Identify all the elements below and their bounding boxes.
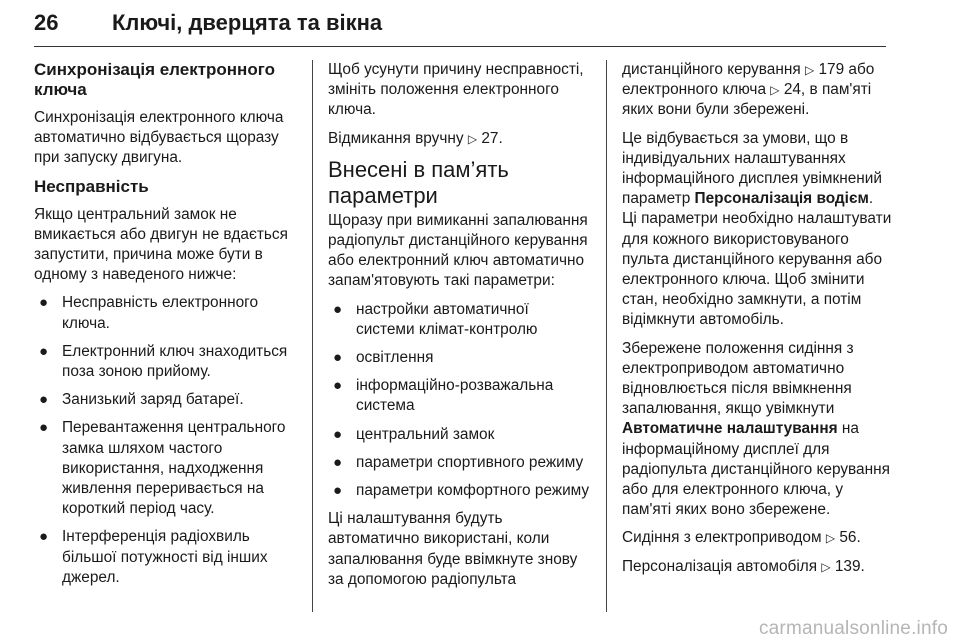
power-seat-link[interactable]: 56. [839,529,861,547]
list-item: ● параметри спортивного режиму [328,453,590,473]
seat-memory-paragraph: Збережене положення сидіння з електроприводом автоматично відновлюється після ввімкнення запалювання, якщо увімкнути Автоматичне налаштування на інформаційному дисплеї для радіопульта дистанційного керування або для електронного ключа, у пам'яті яких воно збережене. [622,339,890,519]
page-ref-icon: ▷ [821,559,831,574]
usage-text: Ці налаштування будуть автоматично використані, коли запалювання буде ввімкнуте знову за допомогою радіопульта [328,510,578,588]
list-item: ● параметри комфортного режиму [328,481,590,501]
page-ref-icon: ▷ [825,531,836,546]
sync-heading: Синхронізація електронного ключа [34,60,275,99]
bullet-icon: ● [333,349,343,367]
remote-paragraph: дистанційного керування ▷ 179 або електронного ключа ▷ 24, в пам'яті яких вони були збережені. [622,61,875,119]
fix-text: Щоб усунути причину несправності, змініть положення електронного ключа. [328,61,584,119]
page-header [34,4,886,48]
manual-unlock-link[interactable]: 27. [481,129,503,147]
vehicle-personalization-link[interactable]: 139. [834,557,865,575]
vehicle-personalization-ref: Персоналізація автомобіля ▷ 139. [622,557,865,575]
fault-heading: Несправність [34,176,149,196]
column-divider-1 [312,60,313,612]
column-3 [622,60,892,585]
personalization-paragraph: Це відбувається за умови, що в індивідуальних налаштуваннях інформаційного дисплея увімкнений параметр Персоналізація водієм. Ці параметри необхідно налаштувати для кожного використовуваного пульта дистанційного керування або електронного ключа. Щоб змінити стан, необхідно замкнути, а потім відімкнути автомобіль. [622,129,892,329]
column-1 [34,60,296,596]
electronic-key-link[interactable]: 24, в [783,81,818,99]
list-item: ● центральний замок [328,425,590,445]
page-ref-icon: ▷ [770,83,780,98]
list-item: ● інформаційно-розважальна система [333,377,554,415]
list-item: ● освітлення [328,348,590,368]
fault-list [34,293,296,588]
manual-unlock-ref: Відмикання вручну ▷ 27. [328,129,503,147]
page-number: 26 [34,10,59,35]
sync-text: Синхронізація електронного ключа автоматично відбувається щоразу при запуску двигуна. [34,109,284,167]
page-ref-icon: ▷ [467,131,478,146]
bullet-icon: ● [333,300,343,318]
memory-text: Щоразу при вимиканні запалювання радіопульт дистанційного керування або електронний ключ автоматично запам'ятовують такі параметри: [328,211,588,290]
list-item: ● Занизький заряд батареї. [34,390,296,410]
page-ref-icon: ▷ [804,63,815,77]
bullet-icon: ● [333,453,343,471]
bullet-icon: ● [333,482,343,500]
memory-list [328,300,590,502]
bullet-icon: ● [39,391,49,409]
page-title: Ключі, дверцята та вікна [112,10,383,35]
bullet-icon: ● [39,294,49,312]
list-item: ● Електронний ключ знаходиться поза зоною прийому. [39,342,288,381]
list-item: ● настройки автоматичної системи клімат-контролю [333,300,538,338]
list-item: ● Перевантаження центрального замка шляхом частого використання, надходження живлення переривається на короткий період часу. [39,419,286,518]
list-item: ● Несправність електронного ключа. [39,294,259,332]
auto-setting-term: Автоматичне налаштування [622,420,838,438]
bullet-icon: ● [39,419,49,437]
remote-control-link[interactable]: 179 [818,61,845,78]
bullet-icon: ● [333,425,343,443]
driver-personalization-term: Персоналізація водієм [694,190,869,208]
bullet-icon: ● [333,377,343,395]
bullet-icon: ● [39,528,49,546]
column-divider-2 [606,60,607,612]
list-item: ● Інтерференція радіохвиль більшої потужності від інших джерел. [39,528,268,586]
column-2 [328,60,590,598]
power-seat-ref: Сидіння з електроприводом ▷ 56. [622,529,861,547]
fault-text: Якщо центральний замок не вмикається або двигун не вдається запустити, причина може бути в одному з наведеного нижче: [34,205,288,284]
watermark: carmanualsonline.info [758,618,948,639]
memory-heading: Внесені в пам’ять параметри [328,156,509,208]
bullet-icon: ● [39,342,49,360]
header-divider [34,46,886,47]
